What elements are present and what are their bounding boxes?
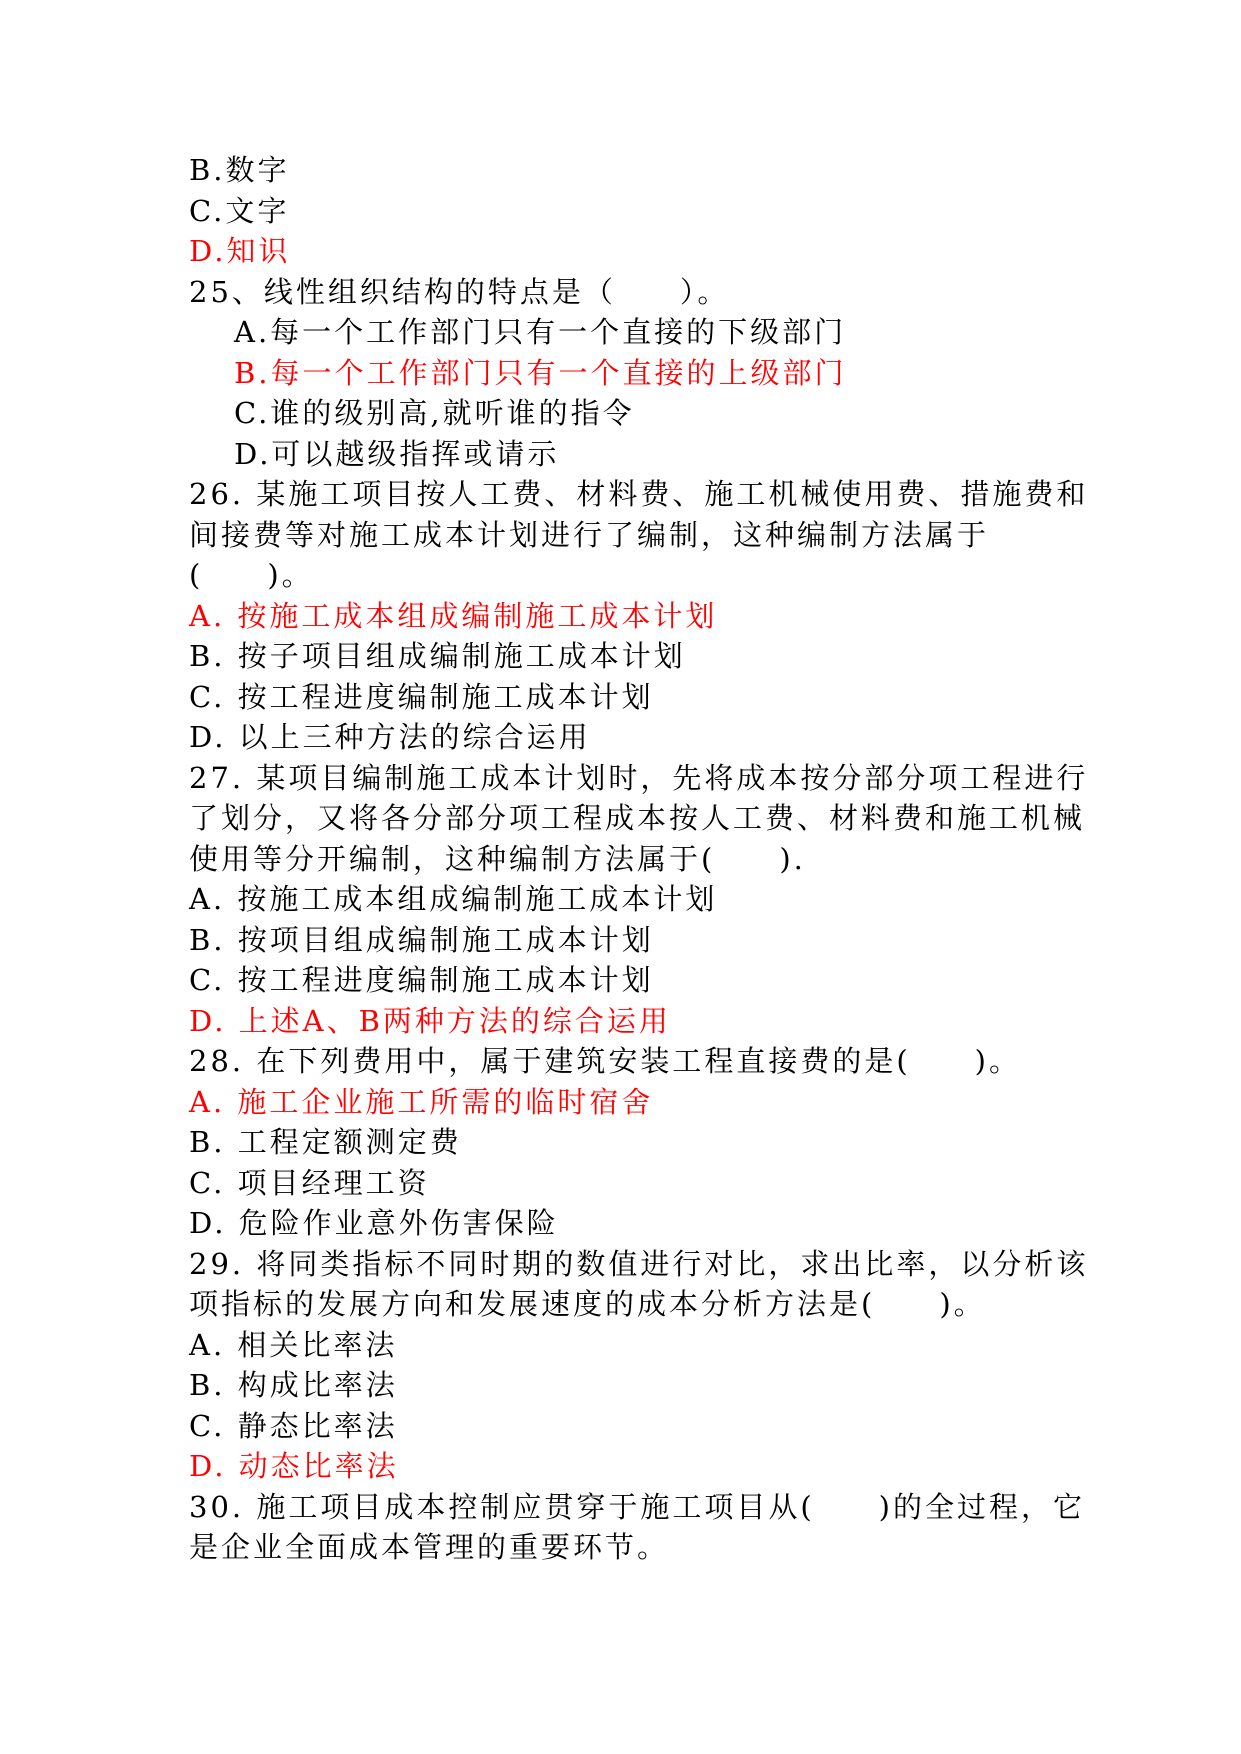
text-line: 25、线性组织结构的特点是（ ）。 [189, 274, 730, 309]
question-text-block [189, 150, 1089, 1568]
text-line: 29. 将同类指标不同时期的数值进行对比，求出比率，以分析该 [189, 1246, 1089, 1281]
text-line: 30. 施工项目成本控制应贯穿于施工项目从( )的全过程，它 [189, 1489, 1085, 1524]
text-line: 是企业全面成本管理的重要环节。 [189, 1530, 670, 1564]
answer-line: D. 动态比率法 [189, 1449, 399, 1483]
text-line: 28. 在下列费用中，属于建筑安装工程直接费的是( )。 [189, 1044, 1021, 1078]
text-line: D. 危险作业意外伤害保险 [189, 1206, 559, 1240]
text-line: B. 工程定额测定费 [189, 1125, 462, 1159]
text-line: 了划分，又将各分部分项工程成本按人工费、材料费和施工机械 [189, 801, 1086, 835]
text-line: A. 相关比率法 [189, 1327, 398, 1362]
text-line: B.数字 [189, 153, 290, 187]
text-line: A. 按施工成本组成编制施工成本计划 [189, 882, 718, 916]
text-line: B. 构成比率法 [189, 1368, 398, 1402]
text-line: B. 按项目组成编制施工成本计划 [189, 922, 654, 957]
answer-line: B.每一个工作部门只有一个直接的上级部门 [234, 355, 847, 390]
text-line: 27. 某项目编制施工成本计划时，先将成本按分部分项工程进行 [189, 760, 1089, 795]
text-line: B. 按子项目组成编制施工成本计划 [189, 639, 686, 673]
text-line: C. 按工程进度编制施工成本计划 [189, 963, 654, 997]
text-line: 26. 某施工项目按人工费、材料费、施工机械使用费、措施费和 [189, 477, 1089, 511]
text-line: A.每一个工作部门只有一个直接的下级部门 [234, 315, 847, 349]
text-line: ( )。 [189, 558, 314, 592]
text-line: C. 项目经理工资 [189, 1165, 430, 1200]
text-line: 间接费等对施工成本计划进行了编制，这种编制方法属于 [189, 517, 990, 552]
answer-line: A. 按施工成本组成编制施工成本计划 [189, 598, 718, 633]
answer-line: D.知识 [189, 234, 291, 268]
text-line: C.谁的级别高,就听谁的指令 [234, 396, 635, 430]
text-line: D.可以越级指挥或请示 [234, 436, 560, 471]
answer-line: D. 上述A、B两种方法的综合运用 [189, 1003, 671, 1038]
answer-line: A. 施工企业施工所需的临时宿舍 [189, 1084, 654, 1119]
text-line: 使用等分开编制，这种编制方法属于( ). [189, 841, 806, 876]
text-line: C.文字 [189, 193, 290, 228]
text-line: 项指标的发展方向和发展速度的成本分析方法是( )。 [189, 1287, 986, 1321]
text-line: C. 静态比率法 [189, 1408, 398, 1443]
text-line: C. 按工程进度编制施工成本计划 [189, 679, 654, 714]
text-line: D. 以上三种方法的综合运用 [189, 720, 591, 754]
